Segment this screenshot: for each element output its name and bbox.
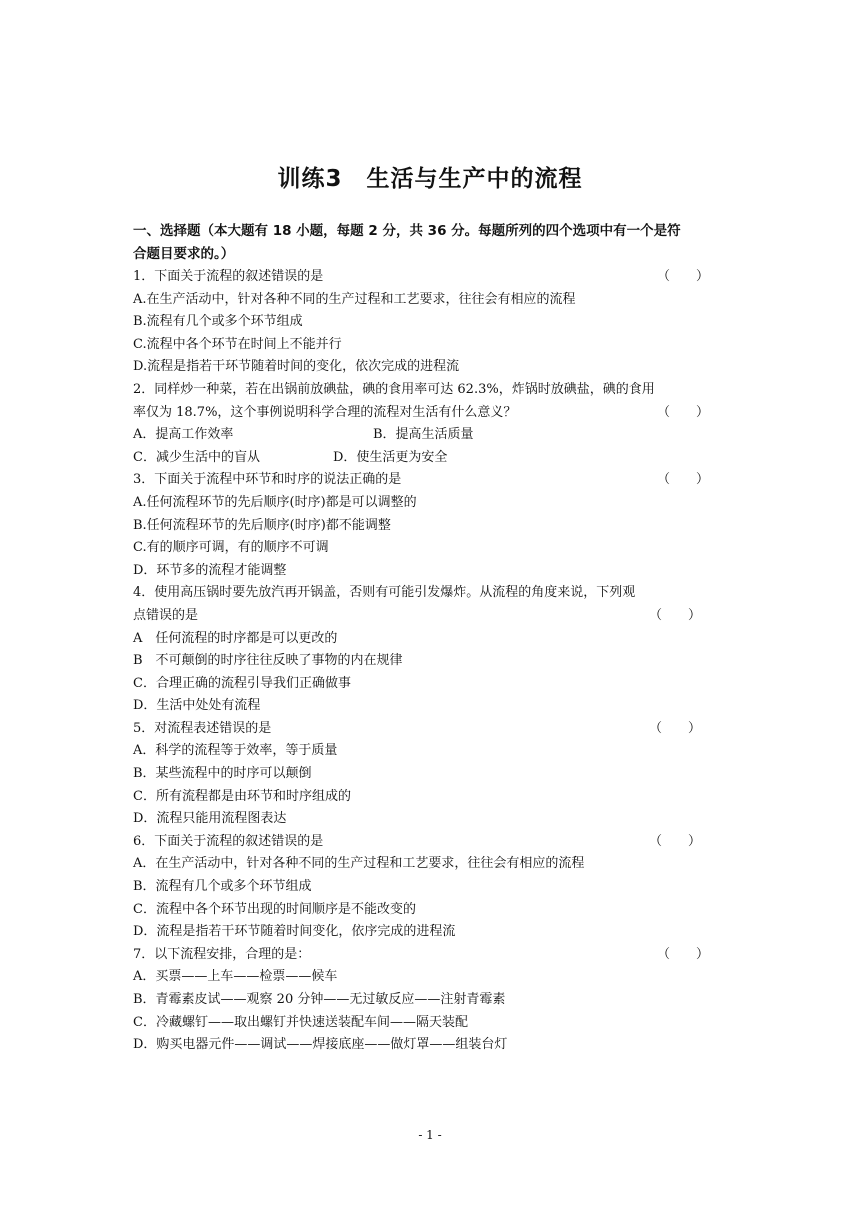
question-5-stem — [133, 718, 727, 741]
page-title: 训练3 生活与生产中的流程 — [277, 166, 583, 192]
question-text: 7．以下流程安排，合理的是： — [133, 946, 311, 962]
question-2-stem: 2．同样炒一种菜，若在出锅前放碘盐，碘的食用率可达 62.3%，炸锅时放碘盐，碘的食用 — [133, 381, 655, 397]
answer-blank: （ ） — [656, 404, 709, 420]
option: A.在生产活动中，针对各种不同的生产过程和工艺要求，往往会有相应的流程 — [133, 291, 576, 307]
option: B 不可颠倒的时序往往反映了事物的内在规律 — [133, 653, 403, 669]
option: D．流程是指若干环节随着时间变化，依序完成的进程流 — [133, 924, 456, 940]
option: D．购买电器元件——调试——焊接底座——做灯罩——组装台灯 — [133, 1037, 508, 1053]
answer-blank: （ ） — [656, 269, 709, 284]
question-6-stem — [133, 831, 727, 854]
answer-blank: （ ） — [648, 720, 701, 736]
option: C．冷藏螺钉——取出螺钉并快速送装配车间——隔天装配 — [133, 1014, 468, 1030]
option: C.有的顺序可调，有的顺序不可调 — [133, 540, 329, 556]
question-4-stem: 4．使用高压锅时要先放汽再开锅盖，否则有可能引发爆炸。从流程的角度来说，下列观 — [133, 585, 636, 601]
option-row — [133, 424, 727, 447]
option: B.任何流程环节的先后顺序(时序)都不能调整 — [133, 517, 391, 533]
option: D.流程是指若干环节随着时间的变化，依次完成的进程流 — [133, 359, 460, 375]
option: D．环节多的流程才能调整 — [133, 562, 287, 578]
question-text: 3．下面关于流程中环节和时序的说法正确的是 — [133, 472, 402, 488]
question-text: 率仅为 18.7%，这个事例说明科学合理的流程对生活有什么意义？ — [133, 404, 517, 420]
option: B．青霉素皮试——观察 20 分钟——无过敏反应——注射青霉素 — [133, 992, 506, 1007]
option: D．生活中处处有流程 — [133, 698, 261, 714]
option: D．使生活更为安全 — [333, 449, 448, 465]
option: B．提高生活质量 — [373, 427, 474, 443]
answer-blank: （ ） — [648, 833, 701, 849]
option: D．流程只能用流程图表达 — [133, 811, 287, 827]
option: A 任何流程的时序都是可以更改的 — [133, 630, 338, 646]
question-text: 6．下面关于流程的叙述错误的是 — [133, 833, 324, 849]
section-heading-line: 一、选择题（本大题有 18 小题，每题 2 分，共 36 分。每题所列的四个选项中有一个是符 — [133, 223, 681, 239]
question-text: 1．下面关于流程的叙述错误的是 — [133, 269, 324, 284]
option: C．所有流程都是由环节和时序组成的 — [133, 788, 351, 804]
option: A．在生产活动中，针对各种不同的生产过程和工艺要求，往往会有相应的流程 — [133, 856, 585, 872]
option: C．减少生活中的盲从 — [133, 449, 260, 465]
option: C．流程中各个环节出现的时间顺序是不能改变的 — [133, 901, 416, 917]
option: A．提高工作效率 — [133, 427, 234, 443]
option: C.流程中各个环节在时间上不能并行 — [133, 336, 342, 352]
question-2-stem-cont — [133, 402, 727, 425]
answer-blank: （ ） — [656, 946, 709, 962]
question-1-stem — [133, 266, 727, 289]
option: B.流程有几个或多个环节组成 — [133, 314, 303, 330]
section-heading — [133, 220, 727, 265]
option: A.任何流程环节的先后顺序(时序)都是可以调整的 — [133, 494, 417, 510]
option: B．某些流程中的时序可以颠倒 — [133, 766, 312, 782]
question-7-stem — [133, 944, 727, 967]
question-text: 点错误的是 — [133, 607, 199, 623]
option: C．合理正确的流程引导我们正确做事 — [133, 675, 351, 691]
section-heading-line: 合题目要求的。） — [133, 245, 235, 262]
option: A．买票——上车——检票——候车 — [133, 969, 338, 985]
answer-blank: （ ） — [656, 472, 709, 488]
option: B．流程有几个或多个环节组成 — [133, 879, 312, 895]
option-row — [133, 447, 727, 470]
question-4-stem-cont — [133, 605, 727, 628]
question-text: 5．对流程表述错误的是 — [133, 720, 272, 736]
answer-blank: （ ） — [648, 607, 701, 623]
question-section — [133, 220, 727, 1057]
option: A．科学的流程等于效率，等于质量 — [133, 743, 338, 759]
question-3-stem — [133, 469, 727, 492]
page-number: - 1 - — [418, 1128, 442, 1142]
